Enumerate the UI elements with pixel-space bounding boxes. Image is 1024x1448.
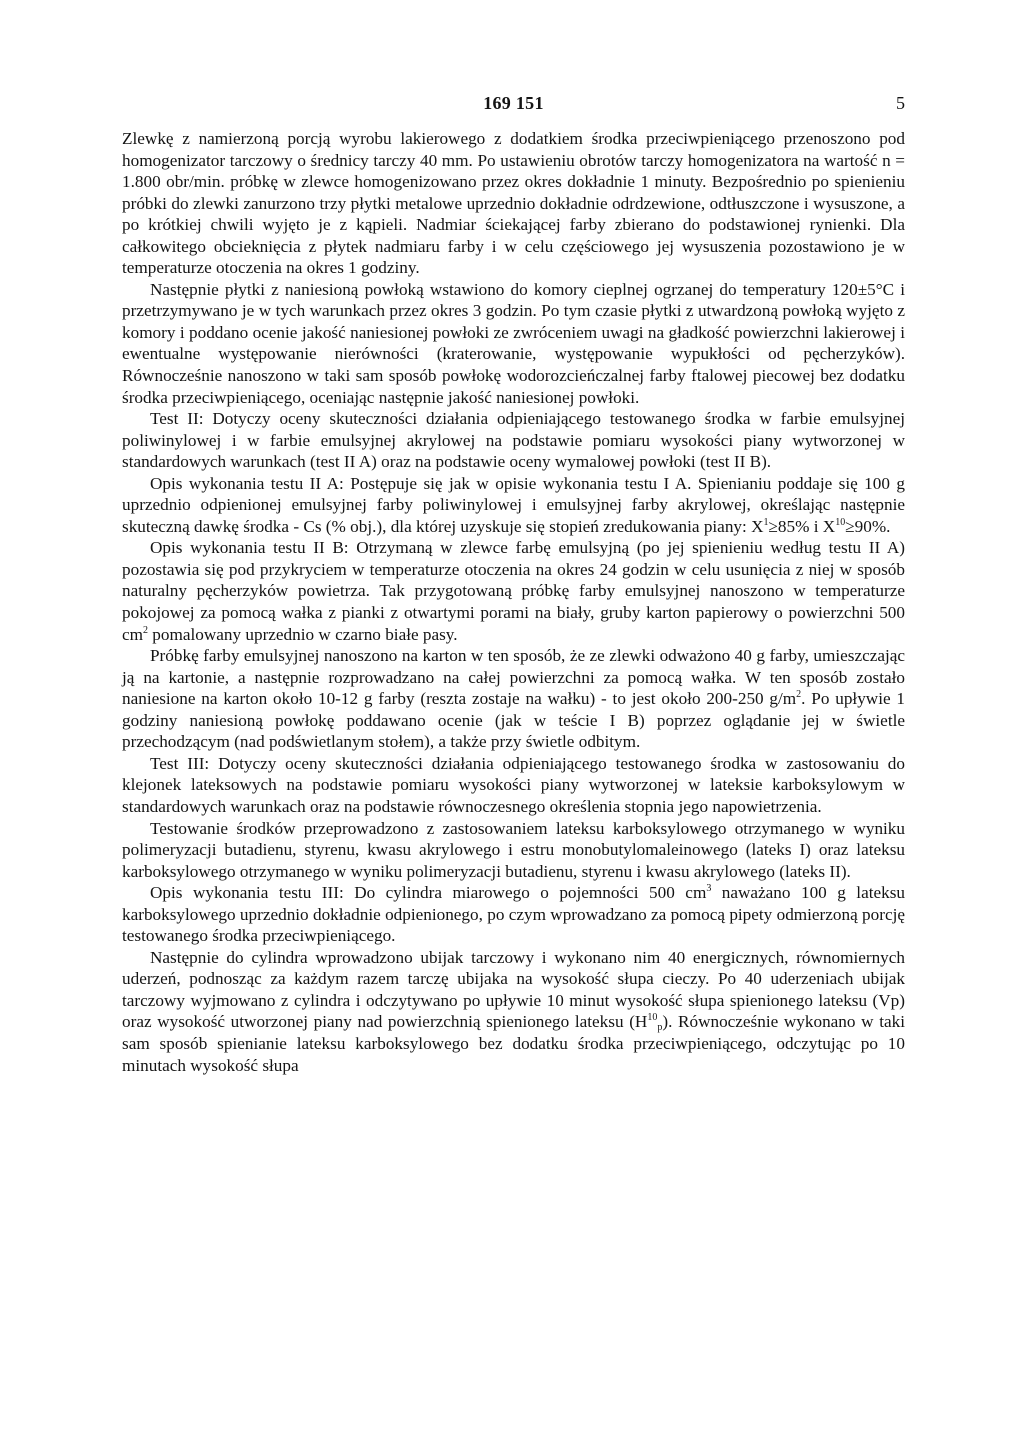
paragraph-6	[122, 645, 905, 753]
paragraph-2-text: Następnie płytki z naniesioną powłoką wstawiono do komory cieplnej ogrzanej do temperatury 120±5°C i przetrzymywano je w tych warunkach przez okres 3 godzin. Po tym czasie płytki z utwardzoną powłoką wyjęto z komory i poddano ocenie jakość naniesionej powłoki ze zwróceniem uwagi na gładkość powierzchni lakierowej i ewentualne występowanie nierówności (kraterowanie, występowanie wypukłości od pęcherzyków). Równocześnie nanoszono w taki sam sposób powłokę wodorozcieńczalnej farby ftalowej piecowej bez dodatku środka przeciwpieniącego, oceniając następnie jakość naniesionej powłoki.	[122, 279, 905, 407]
superscript: 3	[706, 883, 712, 895]
superscript: 1	[763, 516, 769, 528]
superscript: 2	[143, 624, 148, 636]
paragraph-7	[122, 753, 905, 818]
page-header	[122, 93, 905, 119]
superscript: 10	[647, 1012, 658, 1024]
paragraph-3-text: Test II: Dotyczy oceny skuteczności działania odpieniającego testowanego środka w farbie emulsyjnej poliwinylowej i w farbie emulsyjnej akrylowej na podstawie pomiaru wysokości piany wytworzonej w standardowych warunkach (test II A) oraz na podstawie oceny wymalowej powłoki (test II B).	[122, 409, 905, 472]
paragraph-1-text: Zlewkę z namierzoną porcją wyrobu lakierowego z dodatkiem środka przeciwpieniącego przenoszono pod homogenizator tarczowy o średnicy tarczy 40 mm. Po ustawieniu obrotów tarczy homogenizatora na wartość n = 1.800 obr/min. próbkę w zlewce homogenizowano przez okres dokładnie 1 minuty. Bezpośrednio po spienieniu próbki do zlewki zanurzono trzy płytki metalowe uprzednio dokładnie odrdzewione, odtłuszczone i wysuszone, a po krótkiej chwili wyjęto je z kąpieli. Nadmiar ściekającej farby zbierano do podstawionej rynienki. Dla całkowitego obcieknięcia z płytek nadmiaru farby i w celu częściowego jej wysuszenia pozostawiono je w temperaturze otoczenia na okres 1 godziny.	[122, 129, 905, 278]
paragraph-2	[122, 279, 905, 408]
paragraph-10-end: ). Równocześnie wykonano w taki sam sposób spienianie lateksu karboksylowego bez dodatku środka przeciwpieniącego, odczytując po 10 minutach wysokość słupa	[122, 1012, 905, 1075]
subscript: p	[657, 1022, 663, 1034]
paragraph-4-text: Opis wykonania testu II A: Postępuje się jak w opisie wykonania testu I A. Spienianiu poddaje się 100 g uprzednio odpienionej emulsyjnej farby poliwinylowej i emulsyjnej farby akrylowej, określając następnie skuteczną dawkę środka - Cs (% obj.), dla której uzyskuje się stopień zredukowania piany: X	[122, 473, 905, 536]
paragraph-4-end: ≥90%.	[845, 516, 891, 536]
patent-number: 169 151	[483, 93, 544, 113]
paragraph-9-text: Opis wykonania testu III: Do cylindra miarowego o pojemności 500 cm	[150, 883, 707, 903]
paragraph-6-end: . Po upływie 1 godziny naniesioną powłokę poddawano ocenie (jak w teście I B) poprzez oglądanie jej w świetle przechodzącym (nad podświetlanym stołem), a także przy świetle odbitym.	[122, 689, 905, 752]
body-text	[122, 128, 905, 1076]
paragraph-4	[122, 473, 905, 538]
paragraph-5	[122, 537, 905, 645]
paragraph-9	[122, 882, 905, 947]
paragraph-8-text: Testowanie środków przeprowadzono z zastosowaniem lateksu karboksylowego otrzymanego w wyniku polimeryzacji butadienu, styrenu, kwasu akrylowego i estru monobutylomaleinowego (lateks I) oraz lateksu karboksylowego otrzymanego w wyniku polimeryzacji butadienu, styrenu i kwasu akrylowego (lateks II).	[122, 818, 905, 881]
paragraph-4-mid: ≥85% i X	[768, 516, 836, 536]
paragraph-8	[122, 818, 905, 883]
paragraph-6-text: Próbkę farby emulsyjnej nanoszono na karton w ten sposób, że ze zlewki odważono 40 g farby, umieszczając ją na kartonie, a następnie rozprowadzano na całej powierzchni za pomocą wałka. W ten sposób zostało naniesione na karton około 10-12 g farby (reszta zostaje na wałku) - to jest około 200-250 g/m	[122, 646, 905, 709]
paragraph-10	[122, 947, 905, 1076]
superscript: 10	[835, 516, 846, 528]
page-number: 5	[896, 93, 905, 113]
paragraph-3	[122, 408, 905, 473]
paragraph-10-text: Następnie do cylindra wprowadzono ubijak tarczowy i wykonano nim 40 energicznych, równomiernych uderzeń, podnosząc za każdym razem tarczę ubijaka na wysokość słupa cieczy. Po 40 uderzeniach ubijak tarczowy wyjmowano z cylindra i odczytywano po upływie 10 minut wysokość słupa spienionego lateksu (Vp) oraz wysokość utworzonej piany nad powierzchnią spienionego lateksu (H	[122, 947, 905, 1032]
paragraph-9-end: naważano 100 g lateksu karboksylowego uprzednio dokładnie odpienionego, po czym wprowadzano za pomocą pipety odmierzoną porcję testowanego środka przeciwpieniącego.	[122, 883, 905, 946]
paragraph-7-text: Test III: Dotyczy oceny skuteczności działania odpieniającego testowanego środka w zastosowaniu do klejonek lateksowych na podstawie pomiaru wysokości piany wytworzonej w lateksie karboksylowym w standardowych warunkach oraz na podstawie równoczesnego określenia stopnia jego napowietrzenia.	[122, 753, 905, 816]
paragraph-1	[122, 128, 905, 279]
paragraph-5-end: pomalowany uprzednio w czarno białe pasy.	[148, 624, 458, 644]
superscript: 2	[796, 689, 802, 701]
paragraph-5-text: Opis wykonania testu II B: Otrzymaną w zlewce farbę emulsyjną (po jej spienieniu według testu II A) pozostawia się pod przykryciem w temperaturze otoczenia na okres 24 godzin w celu usunięcia z niej w sposób naturalny pęcherzyków powietrza. Tak przygotowaną próbkę farby emulsyjnej nanoszono w temperaturze pokojowej za pomocą wałka z pianki z otwartymi porami na biały, gruby karton papierowy o powierzchni 500 cm	[122, 538, 905, 644]
